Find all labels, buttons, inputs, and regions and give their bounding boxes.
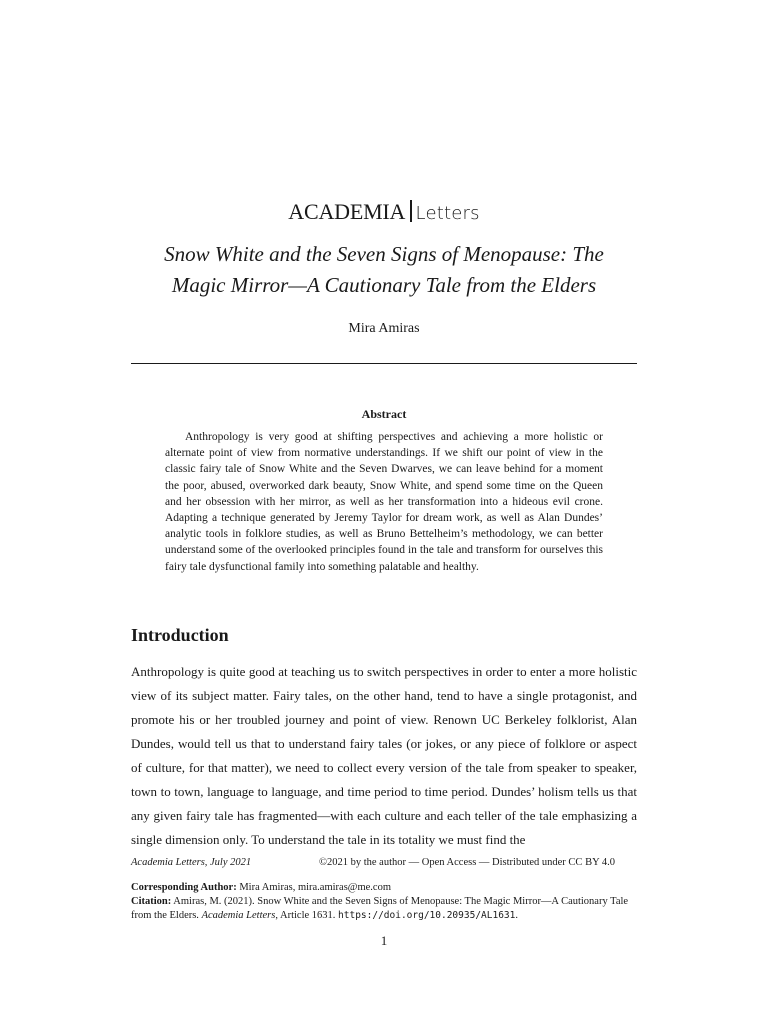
introduction-text: Anthropology is quite good at teaching us to switch perspectives in order to enter a more holistic view of its subject matter. Fairy tales, on the other hand, tend to have a single protagonist, and promote his or her troubled journey and point of view. Renown UC Berkeley folklorist, Alan Dundes, would tell us that to understand fairy tales (or jokes, or any piece of folklore or aspect of culture, for that matter), we need to collect every version of the tale from speaker to speaker, town to town, language to language, and time period to time period. Dundes’ holism tells us that any given fairy tale has fragmented—with each culture and each teller of the tale emphasizing a single dimension only. To understand the tale in its totality we must find the bbox=[131, 664, 637, 847]
corresponding-author-label: Corresponding Author: bbox=[131, 882, 237, 893]
citation-end: . bbox=[515, 910, 518, 921]
journal-section: Letters bbox=[415, 203, 480, 224]
article-title-line-1: Snow White and the Seven Signs of Menopause: The bbox=[164, 242, 604, 266]
abstract-text: Anthropology is very good at shifting perspectives and achieving a more holistic or alternate point of view from normative understandings. If we shift our point of view in the classic fairy tale of Snow White and the Seven Dwarves, we can leave behind for a moment the poor, abused, overworked dark beauty, Snow White, and spend some time on the Queen and her obsession with her mirror, as well as her transformation into a hideous evil crone. Adapting a technique generated by Jeremy Taylor for dream work, as well as Alan Dundes’ analytic tools in folklore studies, as well as Bruno Bettelheim’s methodology, we can better understand some of the overlooked principles found in the tale and transform for ourselves this fairy tale dysfunctional family into something palatable and healthy. bbox=[165, 431, 603, 573]
citation-text: Amiras, M. (2021). Snow White and the Seven Signs of Menopause: The Magic Mirror—A Cautionary Tale from the Elders. bbox=[131, 896, 629, 921]
article-title bbox=[100, 239, 668, 301]
page-number: 1 bbox=[380, 933, 388, 948]
footer-metadata bbox=[131, 881, 637, 923]
masthead-divider bbox=[410, 200, 411, 222]
journal-masthead bbox=[0, 197, 768, 229]
footer-journal-date: Academia Letters, July 2021 bbox=[131, 857, 252, 868]
citation-article: , Article 1631. bbox=[275, 910, 336, 921]
citation bbox=[131, 895, 637, 923]
journal-brand: ACADEMIA bbox=[288, 199, 406, 224]
citation-label: Citation: bbox=[131, 896, 172, 907]
article-author: Mira Amiras bbox=[348, 321, 420, 336]
citation-doi-link[interactable]: https://doi.org/10.20935/AL1631 bbox=[338, 910, 516, 921]
footer-license: ©2021 by the author — Open Access — Distributed under CC BY 4.0 bbox=[319, 857, 616, 868]
introduction-heading: Introduction bbox=[131, 625, 229, 645]
title-divider bbox=[131, 363, 637, 364]
abstract-heading: Abstract bbox=[361, 407, 407, 421]
citation-journal: Academia Letters bbox=[201, 910, 276, 921]
corresponding-author-value: Mira Amiras, mira.amiras@me.com bbox=[239, 882, 391, 893]
corresponding-author bbox=[131, 881, 637, 895]
article-title-line-2: Magic Mirror—A Cautionary Tale from the Elders bbox=[171, 273, 597, 297]
